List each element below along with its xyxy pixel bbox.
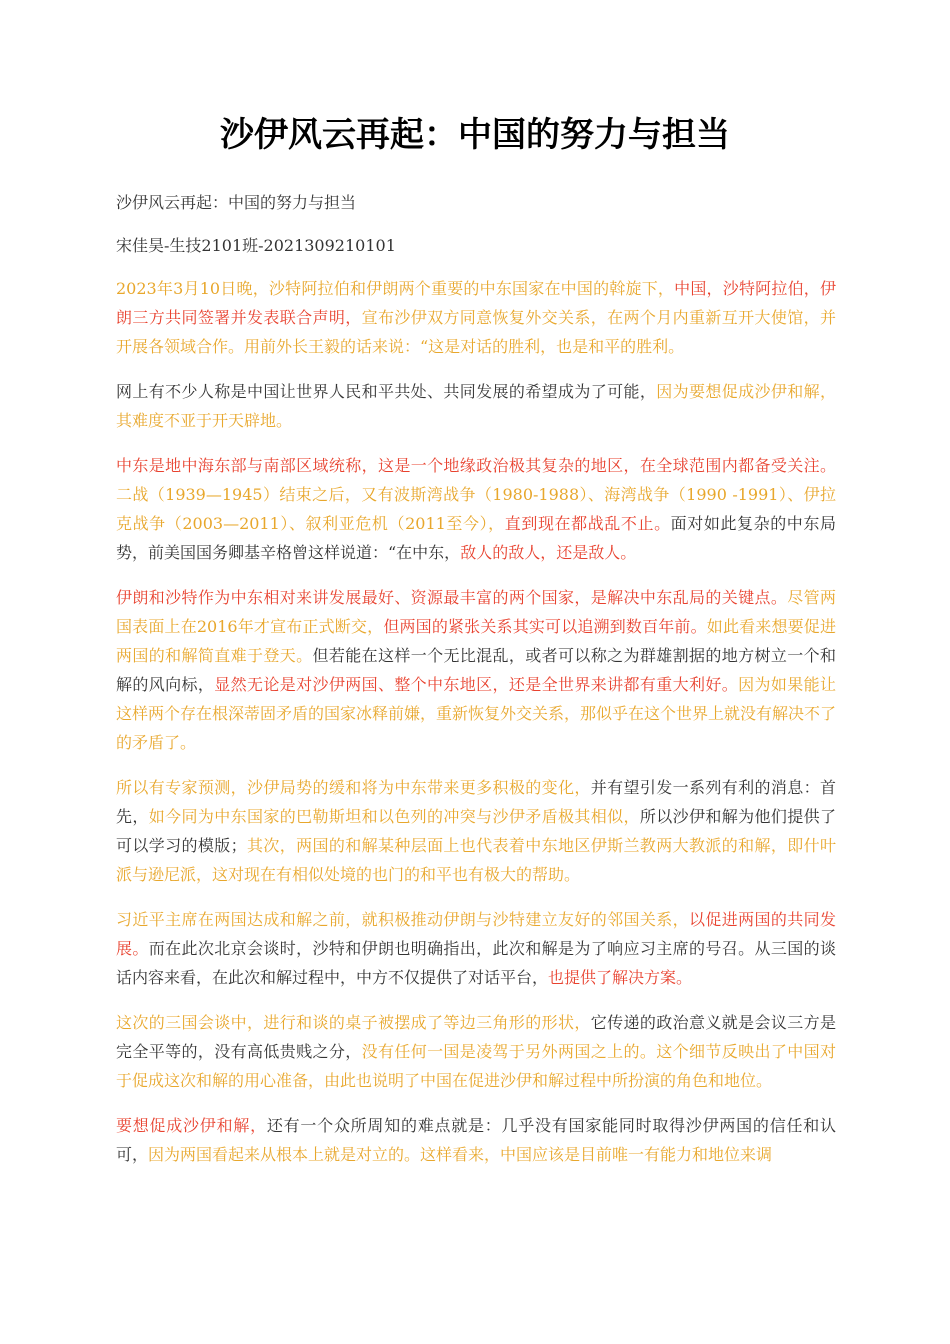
text-segment: 宣布沙伊双方同意恢复外交关系，在两个月内重新互开大使馆，并开展各领域合作。用前外长王毅的话来说：“这是对话的胜利，也是和平的胜利。	[116, 308, 836, 356]
text-segment: 如今同为中东国家的巴勒斯坦和以色列的冲突与沙伊矛盾极其相似，	[148, 807, 640, 826]
text-segment: 因为如果能让这样两个存在根深蒂固矛盾的国家冰释前嫌，重新恢复外交关系，那似乎在这个世界上就没有解决不了的矛盾了。	[116, 675, 837, 752]
text-segment: 二战（1939—1945）结束之后，又有波斯湾战争（1980-1988）、海湾战争（1990 -1991）、伊拉克战争（2003—2011）、叙利亚危机（2011至今），	[116, 485, 836, 533]
paragraph	[116, 1111, 836, 1169]
document-title: 沙伊风云再起：中国的努力与担当	[220, 115, 730, 155]
paragraph	[116, 274, 836, 361]
text-segment: 习近平主席在两国达成和解之前，就积极推动伊朗与沙特建立友好的邻国关系，	[116, 910, 689, 929]
paragraph	[116, 773, 836, 889]
text-segment: 直到现在都战乱不止。	[504, 514, 671, 533]
text-segment: 因为两国看起来从根本上就是对立的。这样看来，中国应该是目前唯一有能力和地位来调	[148, 1145, 773, 1164]
text-segment: 以促进两国的共同发展。	[116, 910, 836, 958]
paragraph	[116, 1008, 836, 1095]
text-segment: 敌人的敌人，还是敌人。	[460, 543, 637, 562]
text-segment: 所以沙伊和解为他们提供了可以学习的模版；	[116, 807, 836, 855]
text-segment: 要想促成沙伊和解，	[116, 1116, 267, 1135]
text-segment: 网上有不少人称是中国让世界人民和平共处、共同发展的希望成为了可能，	[116, 382, 657, 401]
subtitle-line: 沙伊风云再起：中国的努力与担当	[116, 193, 357, 212]
paragraph-list	[116, 274, 836, 1169]
text-segment: 中东是地中海东部与南部区域统称，这是一个地缘政治极其复杂的地区，在全球范围内都备受关注。	[116, 456, 836, 475]
text-segment: 如此看来想要促进两国的和解简直难于登天。	[116, 617, 836, 665]
document-body	[116, 188, 836, 1185]
author-line: 宋佳昊-生技2101班-2021309210101	[116, 236, 396, 255]
text-segment: 它传递的政治意义就是会议三方是完全平等的，没有高低贵贱之分，	[116, 1013, 836, 1061]
text-segment: 中国，沙特阿拉伯，伊朗三方共同签署并发表联合声明，	[116, 279, 836, 327]
text-segment: 所以有专家预测，沙伊局势的缓和将为中东带来更多积极的变化，	[116, 778, 591, 797]
paragraph	[116, 905, 836, 992]
text-segment: 但两国的紧张关系其实可以追溯到数百年前。	[383, 617, 707, 636]
text-segment: 也提供了解决方案。	[548, 968, 693, 987]
paragraph	[116, 583, 836, 757]
text-segment: 因为要想促成沙伊和解，其难度不亚于开天辟地。	[116, 382, 836, 430]
text-segment: 显然无论是对沙伊两国、整个中东地区，还是全世界来讲都有重大利好。	[214, 675, 739, 694]
text-segment: 伊朗和沙特作为中东相对来讲发展最好、资源最丰富的两个国家，是解决中东乱局的关键点。	[116, 588, 788, 607]
text-segment: 尽管两国表面上在2016年才宣布正式断交，	[116, 588, 836, 636]
text-segment: 还有一个众所周知的难点就是：几乎没有国家能同时取得沙伊两国的信任和认可，	[116, 1116, 836, 1164]
text-segment: 2023年3月10日晚，沙特阿拉伯和伊朗两个重要的中东国家在中国的斡旋下，	[116, 279, 675, 298]
paragraph	[116, 377, 836, 435]
text-segment: 并有望引发一系列有利的消息：首先，	[116, 778, 836, 826]
text-segment: 没有任何一国是凌驾于另外两国之上的。这个细节反映出了中国对于促成这次和解的用心准备，由此也说明了中国在促进沙伊和解过程中所扮演的角色和地位。	[116, 1042, 836, 1090]
text-segment: 这次的三国会谈中，进行和谈的桌子被摆成了等边三角形的形状，	[116, 1013, 591, 1032]
text-segment: 但若能在这样一个无比混乱，或者可以称之为群雄割据的地方树立一个和解的风向标，	[116, 646, 836, 694]
paragraph	[116, 451, 836, 567]
text-segment: 面对如此复杂的中东局势，前美国国务卿基辛格曾这样说道：“在中东，	[116, 514, 836, 562]
text-segment: 而在此次北京会谈时，沙特和伊朗也明确指出，此次和解是为了响应习主席的号召。从三国的谈话内容来看，在此次和解过程中，中方不仅提供了对话平台，	[116, 939, 836, 987]
text-segment: 其次，两国的和解某种层面上也代表着中东地区伊斯兰教两大教派的和解，即什叶派与逊尼派，这对现在有相似处境的也门的和平也有极大的帮助。	[116, 836, 836, 884]
